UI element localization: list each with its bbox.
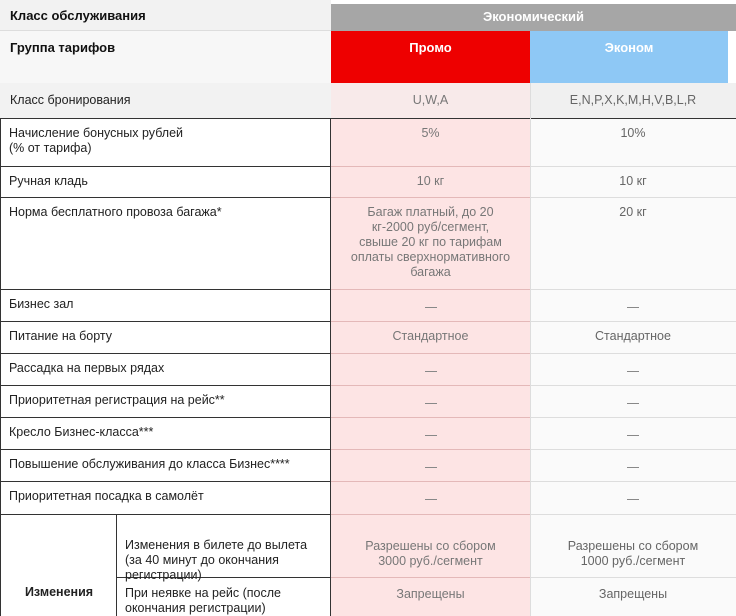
feature-ekonom-cell-3 [530,290,736,322]
feature-promo-value: 5% [421,126,440,140]
change-before-departure-ekonom [530,515,736,578]
feature-label-cell-3 [0,290,331,322]
service-class-label-cell [0,0,331,31]
feature-ekonom-cell-6 [530,386,736,418]
not-available-dash-icon [425,435,437,436]
feature-label: Рассадка на первых рядах [9,361,165,375]
service-class-value: Экономический [482,9,585,24]
feature-label-cell-4 [0,322,331,354]
no-show-label-cell [117,578,331,616]
feature-label-cell-2 [0,198,331,290]
right-edge-divider [728,31,729,83]
not-available-dash-icon [627,435,639,436]
no-show-label: При неявке на рейс (после окончания регистрации) [125,586,282,615]
feature-ekonom-cell-5 [530,354,736,386]
not-available-dash-icon [425,499,437,500]
feature-promo-value: Стандартное [392,329,469,343]
changes-group-label: Изменения [24,585,94,599]
feature-ekonom-cell-1 [530,167,736,198]
feature-ekonom-cell-8 [530,450,736,482]
feature-promo-cell-6 [331,386,530,418]
feature-label: Кресло Бизнес-класса*** [9,425,154,439]
feature-label: Ручная кладь [9,174,88,188]
not-available-dash-icon [425,403,437,404]
tariff-group-label-cell [0,31,331,83]
feature-label: Бизнес зал [9,297,74,311]
no-show-ekonom-value: Запрещены [598,587,668,601]
booking-class-ekonom [530,83,736,119]
feature-label-cell-8 [0,450,331,482]
no-show-promo-value: Запрещены [396,587,465,601]
change-before-departure-label-cell [117,515,331,582]
feature-ekonom-value: 10 кг [619,174,647,188]
feature-promo-value: Багаж платный, до 20 кг-2000 руб/сегмент, свыше 20 кг по тарифам оплаты сверхнормативного багажа [350,205,511,279]
booking-class-promo [331,83,530,119]
feature-ekonom-cell-0 [530,119,736,167]
feature-label: Приоритетная регистрация на рейс** [9,393,225,407]
tariff-group-label: Группа тарифов [10,40,116,55]
feature-ekonom-cell-7 [530,418,736,450]
no-show-promo [331,578,530,616]
feature-ekonom-value: 20 кг [619,205,647,219]
feature-ekonom-value: 10% [620,126,646,140]
not-available-dash-icon [425,307,437,308]
feature-promo-cell-2 [331,198,530,290]
feature-label-cell-1 [0,167,331,198]
feature-promo-cell-4 [331,322,530,354]
feature-promo-cell-5 [331,354,530,386]
feature-ekonom-cell-2 [530,198,736,290]
booking-class-promo-value: U,W,A [412,93,449,107]
feature-promo-cell-8 [331,450,530,482]
feature-promo-cell-9 [331,482,530,515]
feature-promo-cell-7 [331,418,530,450]
not-available-dash-icon [627,499,639,500]
changes-group-cell [0,515,117,616]
no-show-ekonom [530,578,736,616]
tariff-ekonom-label: Эконом [604,40,654,55]
booking-class-label: Класс бронирования [10,93,131,107]
not-available-dash-icon [425,371,437,372]
booking-class-ekonom-value: E,N,P,X,K,M,H,V,B,L,R [569,93,697,107]
feature-label-cell-0 [0,119,331,167]
not-available-dash-icon [627,307,639,308]
booking-class-label-cell [0,83,331,119]
change-before-departure-promo [331,515,530,578]
feature-ekonom-cell-9 [530,482,736,515]
feature-label: Норма бесплатного провоза багажа* [9,205,222,219]
feature-promo-cell-3 [331,290,530,322]
change-before-departure-ekonom-value: Разрешены со сбором 1000 руб./сегмент [567,539,699,568]
tariff-promo-label: Промо [409,40,452,55]
feature-promo-cell-1 [331,167,530,198]
feature-ekonom-cell-4 [530,322,736,354]
feature-label: Приоритетная посадка в самолёт [9,489,204,503]
feature-label: Начисление бонусных рублей (% от тарифа) [9,126,184,155]
feature-label: Повышение обслуживания до класса Бизнес**** [9,457,290,471]
change-before-departure-label: Изменения в билете до вылета (за 40 минут до окончания регистрации) [125,538,308,582]
not-available-dash-icon [627,467,639,468]
service-class-label: Класс обслуживания [10,8,146,23]
feature-label-cell-7 [0,418,331,450]
feature-label-cell-6 [0,386,331,418]
feature-label: Питание на борту [9,329,113,343]
tariff-ekonom-header [530,31,728,83]
feature-label-cell-9 [0,482,331,515]
not-available-dash-icon [627,403,639,404]
feature-ekonom-value: Стандартное [595,329,671,343]
change-before-departure-promo-value: Разрешены со сбором 3000 руб./сегмент [365,539,496,568]
feature-promo-value: 10 кг [416,174,445,188]
feature-promo-cell-0 [331,119,530,167]
column-divider [530,83,531,616]
not-available-dash-icon [627,371,639,372]
not-available-dash-icon [425,467,437,468]
tariff-promo-header [331,31,530,83]
service-class-value-cell [331,4,736,31]
feature-label-cell-5 [0,354,331,386]
